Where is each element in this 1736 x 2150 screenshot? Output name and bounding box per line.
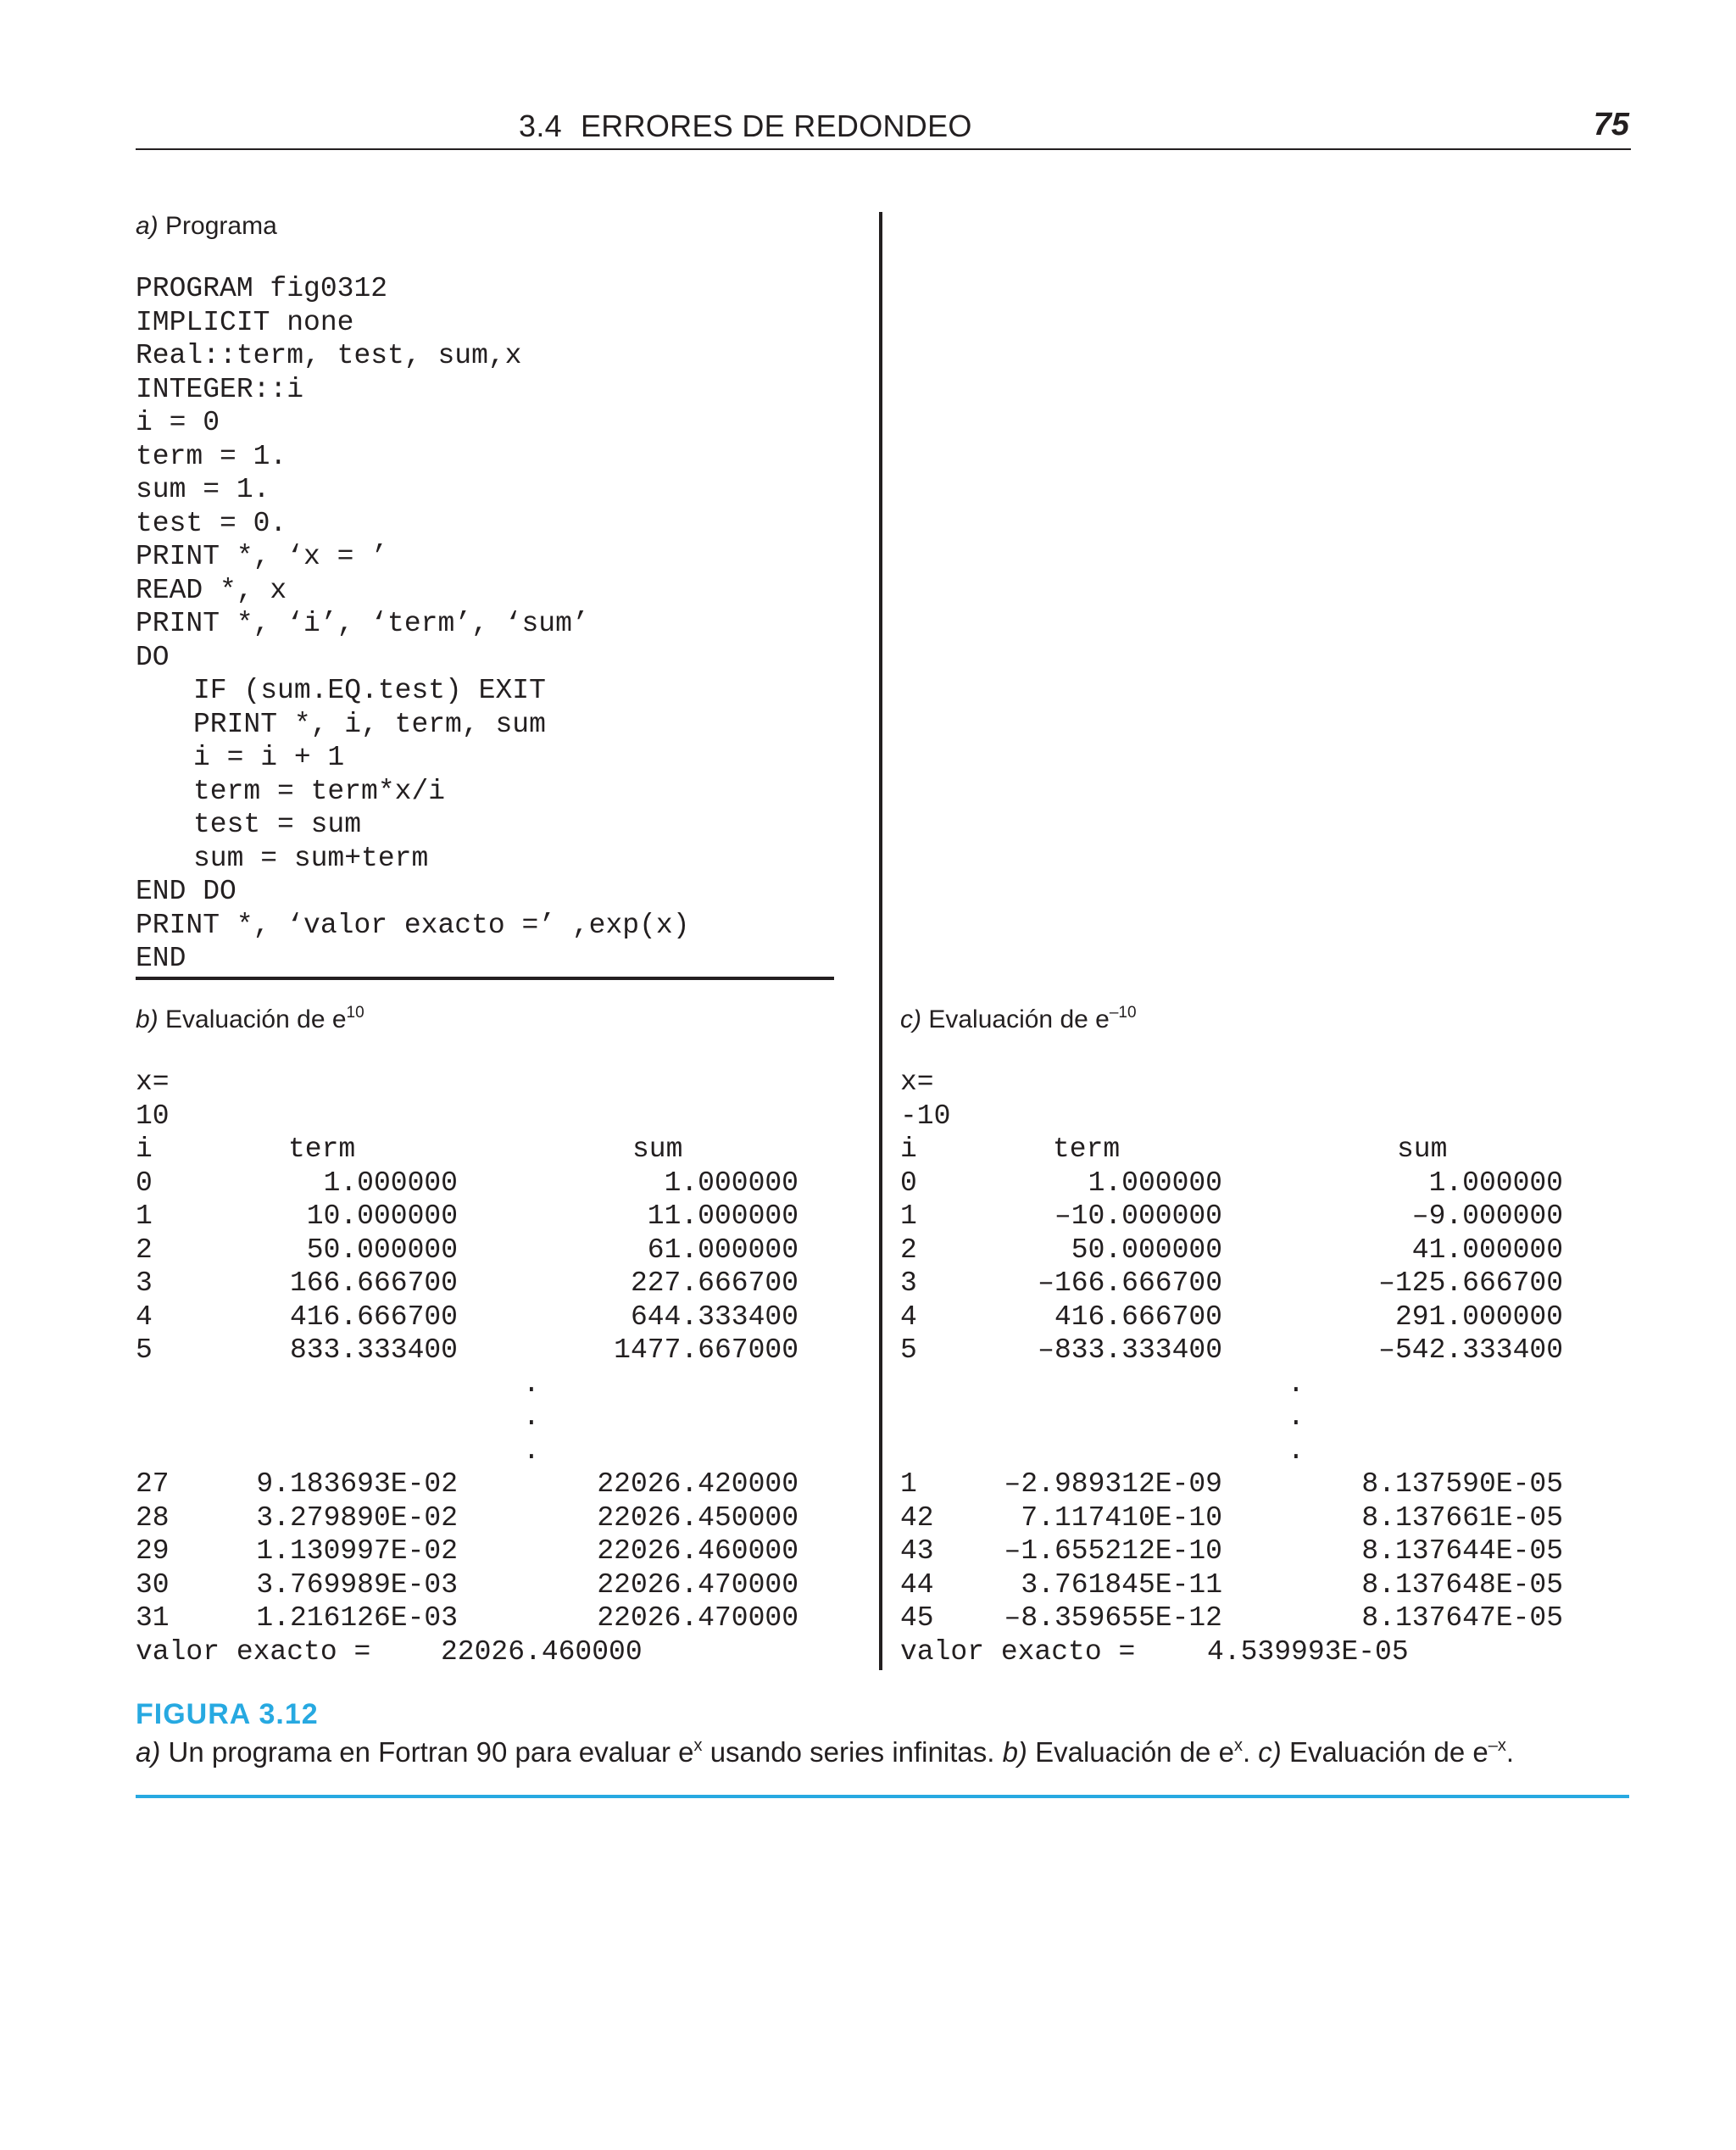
table-cell-sum: 61.000000 (647, 1234, 798, 1266)
figure-a-sup: x (693, 1736, 703, 1755)
table-cell-i: 29 (136, 1535, 170, 1567)
table-cell-term: –1.655212E-10 (1004, 1535, 1222, 1567)
table-cell-i: 5 (136, 1334, 153, 1366)
panel-b-label: b) (136, 1005, 159, 1033)
table-cell-i: 45 (900, 1602, 934, 1634)
col-header-sum: sum (632, 1133, 683, 1165)
code-line: DO (136, 641, 170, 673)
table-cell-i: 0 (900, 1167, 917, 1199)
code-line: PRINT *, i, term, sum (193, 708, 546, 740)
exact-value: 22026.460000 (441, 1635, 643, 1668)
table-cell-i: 2 (136, 1234, 153, 1266)
ellipsis-dot: . (1288, 1401, 1305, 1433)
figure-c-label: c) (1258, 1736, 1282, 1768)
figure-b-sup: x (1233, 1736, 1243, 1755)
table-cell-i: 44 (900, 1568, 934, 1601)
figure-caption: a) Un programa en Fortran 90 para evaluar $e^x$ usando series infinitas. b) Evaluación de $e^x$. c) Evaluación de $e^{-x}$. (136, 1736, 1515, 1768)
panel-a-caption-text: Programa (165, 212, 277, 240)
exact-label: valor exacto = (900, 1635, 1136, 1668)
table-cell-sum: 22026.460000 (597, 1535, 798, 1567)
code-line: PRINT *, ‘i’, ‘term’, ‘sum’ (136, 608, 589, 639)
table-cell-term: 3.761845E-11 (1021, 1568, 1222, 1601)
panel-b-caption-text: Evaluación de e (165, 1005, 347, 1033)
table-cell-i: 31 (136, 1602, 170, 1634)
exact-value: 4.539993E-05 (1207, 1635, 1409, 1668)
code-line: IMPLICIT none (136, 306, 354, 338)
table-cell-i: 30 (136, 1568, 170, 1601)
code-line: test = sum (193, 809, 362, 840)
ellipsis-dot: . (1288, 1367, 1305, 1400)
code-line: PROGRAM fig0312 (136, 273, 388, 304)
ellipsis-dot: . (523, 1434, 540, 1467)
prompt-line: x= (900, 1067, 934, 1098)
code-line: READ *, x (136, 574, 287, 606)
code-line: i = i + 1 (193, 742, 345, 773)
table-cell-i: 28 (136, 1501, 170, 1534)
table-cell-sum: 8.137648E-05 (1361, 1568, 1563, 1601)
table-cell-term: 50.000000 (306, 1234, 458, 1266)
code-line: test = 0. (136, 507, 287, 539)
table-cell-i: 1 (136, 1200, 153, 1232)
table-cell-term: –166.666700 (1038, 1267, 1222, 1299)
ellipsis-dot: . (523, 1367, 540, 1400)
col-header-sum: sum (1397, 1133, 1448, 1165)
code-line: sum = sum+term (193, 842, 429, 874)
table-cell-sum: 1.000000 (664, 1167, 798, 1199)
panel-b-exponent: 10 (346, 1004, 364, 1022)
ellipsis-dot: . (523, 1401, 540, 1433)
figure-a-text: Un programa en Fortran 90 para evaluar e (168, 1736, 694, 1768)
table-cell-term: 416.666700 (289, 1301, 458, 1333)
panel-c-output (900, 1067, 1578, 1669)
code-line: PRINT *, ‘x = ’ (136, 541, 388, 572)
table-cell-term: –8.359655E-12 (1004, 1602, 1222, 1634)
table-cell-term: –10.000000 (1054, 1200, 1222, 1232)
table-cell-sum: 8.137590E-05 (1361, 1468, 1563, 1500)
code-line: i = 0 (136, 407, 220, 438)
code-line: INTEGER::i (136, 373, 304, 405)
table-cell-sum: 8.137661E-05 (1361, 1501, 1563, 1534)
figure-rule (136, 1795, 1629, 1798)
col-header-term: term (288, 1133, 356, 1165)
panel-c-label: c) (900, 1005, 921, 1033)
exact-label: valor exacto = (136, 1635, 371, 1668)
table-cell-term: 1.000000 (323, 1167, 458, 1199)
panel-a-caption (136, 212, 277, 241)
figure-a-text2: usando series infinitas. (709, 1736, 995, 1768)
table-cell-term: 10.000000 (306, 1200, 458, 1232)
table-cell-term: 416.666700 (1054, 1301, 1222, 1333)
table-cell-sum: 11.000000 (647, 1200, 798, 1232)
page-number: 75 (1593, 107, 1629, 142)
panel-b-caption (136, 1005, 364, 1034)
figure-a-label: a) (136, 1736, 161, 1768)
figure-label: FIGURA 3.12 (136, 1698, 319, 1730)
table-cell-term: 1.216126E-03 (256, 1602, 458, 1634)
table-cell-sum: 22026.470000 (597, 1568, 798, 1601)
column-divider (879, 212, 882, 1670)
table-cell-i: 1 (900, 1468, 917, 1500)
table-cell-sum: 22026.420000 (597, 1468, 798, 1500)
table-cell-term: 50.000000 (1071, 1234, 1222, 1266)
input-line: -10 (900, 1100, 951, 1132)
ellipsis-dot: . (1288, 1434, 1305, 1467)
table-cell-sum: 1.000000 (1428, 1167, 1563, 1199)
table-cell-term: 1.130997E-02 (256, 1535, 458, 1567)
table-cell-term: 3.769989E-03 (256, 1568, 458, 1601)
prompt-line: x= (136, 1067, 170, 1098)
table-cell-i: 4 (136, 1301, 153, 1333)
panel-a-label: a) (136, 212, 159, 240)
table-cell-term: 166.666700 (289, 1267, 458, 1299)
table-cell-term: 833.333400 (289, 1334, 458, 1366)
table-cell-term: –833.333400 (1038, 1334, 1222, 1366)
figure-c-sup: –x (1488, 1736, 1506, 1755)
code-rule (136, 977, 834, 980)
running-header (519, 109, 972, 144)
table-cell-sum: 227.666700 (630, 1267, 798, 1299)
code-line: END DO (136, 876, 236, 907)
figure-c-text: Evaluación de e (1288, 1736, 1488, 1768)
table-cell-term: 3.279890E-02 (256, 1501, 458, 1534)
panel-c-caption-text: Evaluación de e (928, 1005, 1110, 1033)
table-cell-i: 1 (900, 1200, 917, 1232)
table-cell-sum: –9.000000 (1411, 1200, 1563, 1232)
table-cell-i: 3 (900, 1267, 917, 1299)
figure-end: . (1505, 1736, 1515, 1768)
panel-b-output (136, 1067, 814, 1669)
table-cell-term: 7.117410E-10 (1021, 1501, 1222, 1534)
table-cell-i: 27 (136, 1468, 170, 1500)
table-cell-sum: 22026.470000 (597, 1602, 798, 1634)
section-title: ERRORES DE REDONDEO (580, 109, 972, 143)
col-header-i: i (900, 1133, 917, 1165)
table-cell-sum: 8.137644E-05 (1361, 1535, 1563, 1567)
table-cell-i: 3 (136, 1267, 153, 1299)
table-cell-sum: –125.666700 (1378, 1267, 1563, 1299)
code-line: Real::term, test, sum,x (136, 340, 522, 371)
code-line: PRINT *, ‘valor exacto =’ ,exp(x) (136, 909, 690, 941)
figure-b-label: b) (1002, 1736, 1027, 1768)
table-cell-sum: –542.333400 (1378, 1334, 1563, 1366)
code-line: term = 1. (136, 440, 287, 472)
col-header-term: term (1053, 1133, 1121, 1165)
table-cell-i: 5 (900, 1334, 917, 1366)
input-line: 10 (136, 1100, 170, 1132)
table-cell-sum: 291.000000 (1394, 1301, 1563, 1333)
panel-c-exponent: –10 (1109, 1004, 1137, 1022)
code-line: END (136, 943, 186, 974)
panel-c-caption (900, 1005, 1137, 1034)
table-cell-sum: 644.333400 (630, 1301, 798, 1333)
table-cell-sum: 8.137647E-05 (1361, 1602, 1563, 1634)
table-cell-sum: 1477.667000 (614, 1334, 798, 1366)
table-cell-sum: 41.000000 (1411, 1234, 1563, 1266)
table-cell-sum: 22026.450000 (597, 1501, 798, 1534)
code-line: term = term*x/i (193, 775, 446, 807)
table-cell-term: 9.183693E-02 (256, 1468, 458, 1500)
table-cell-i: 4 (900, 1301, 917, 1333)
table-cell-term: 1.000000 (1088, 1167, 1222, 1199)
table-cell-i: 2 (900, 1234, 917, 1266)
table-cell-i: 43 (900, 1535, 934, 1567)
code-line: IF (sum.EQ.test) EXIT (193, 675, 546, 706)
table-cell-i: 0 (136, 1167, 153, 1199)
header-rule (136, 148, 1631, 150)
fortran-code-listing (136, 272, 690, 976)
col-header-i: i (136, 1133, 153, 1165)
table-cell-term: –2.989312E-09 (1004, 1468, 1222, 1500)
section-number: 3.4 (519, 109, 562, 143)
figure-b-text: Evaluación de e (1035, 1736, 1234, 1768)
table-cell-i: 42 (900, 1501, 934, 1534)
code-line: sum = 1. (136, 474, 270, 505)
